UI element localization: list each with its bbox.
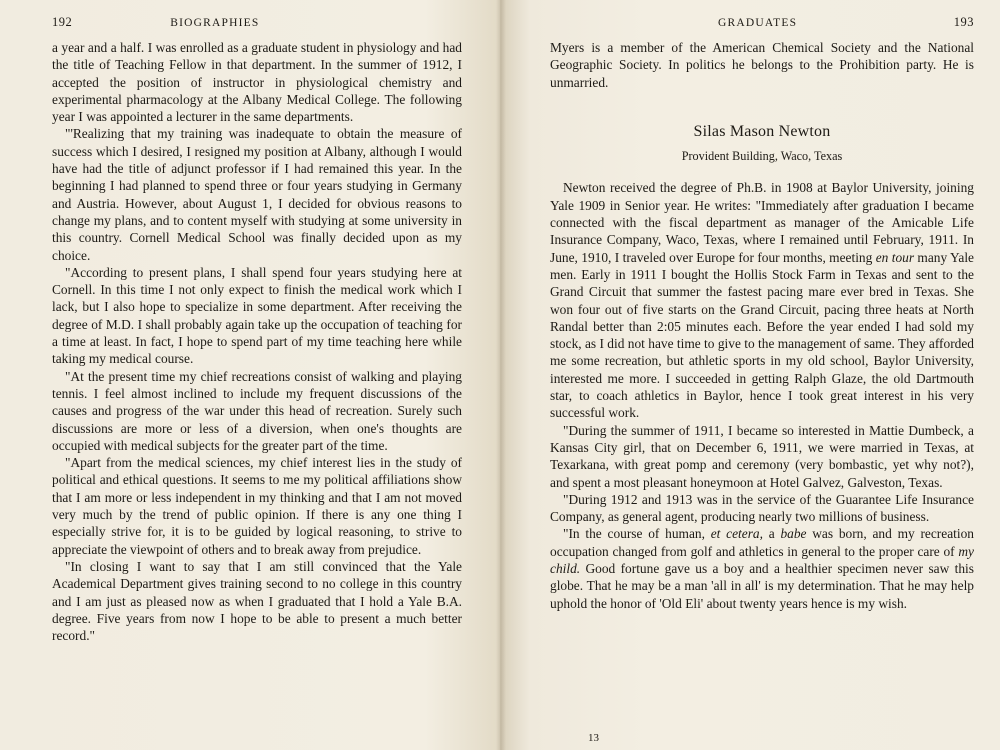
biography-address: Provident Building, Waco, Texas [681,149,843,164]
bio-paragraph [550,179,974,421]
left-paragraph: "In closing I want to say that I am still convinced that the Yale Academical Department gives training second to no college in this country and I am just as pleased now as when I graduated that I hold a Yale B.A. degree. Five years from now I hope to be able to present a much better record." [52,558,462,644]
left-running-title: BIOGRAPHIES [170,17,260,29]
bio-text: a [762,526,781,542]
right-running-head [550,14,974,38]
right-page [500,0,1000,750]
left-paragraph: "According to present plans, I shall spend four years studying here at Cornell. In this time I not only expect to finish the medical work which I lack, but I also hope to specialize in some department. After receiving the degree of M.D. I shall probably again take up the occupation of teaching for a time at least. In fact, I hope to spend part of my time teaching here while taking my medical course. [52,264,462,367]
signature-mark: 13 [588,732,599,744]
bio-text: "In the course of human, [563,526,711,542]
bio-text: Good fortune gave us a boy and a healthier specimen never saw this globe. That he may be a man 'all in all' is my determination. That he may help uphold the honor of 'Old Eli' about twenty years hence is my wish. [550,561,974,611]
right-body-text [550,39,974,612]
bio-text: many Yale men. Early in 1911 I bought the Hollis Stock Farm in Texas and sent to the Grand Circuit that summer the fastest pacing mare ever bred in Texas. She won four out of five starts on the Grand Circuit, pacing three heats at North Randal better than 2:05 minutes each. Before the year ended I had sold my stock, as I did not have time to give to the management of same. They afforded me some recreation, but athletic sports in my old school, Baylor University, interested me more. I succeeded in getting Ralph Glaze, the old Dartmouth star, to coach athletics in Baylor, hence I took great interest in his very successful work. [550,249,974,421]
bio-text-italic: my child. [550,543,974,577]
biography-name-heading: Silas Mason Newton [693,122,831,140]
bio-text-italic: en tour [875,249,915,265]
left-paragraph: "Apart from the medical sciences, my chief interest lies in the study of political and ethical questions. It seems to me my political affiliations show that I am more or less independent in my thinking and that I am not moved very much by the trend of public opinion. If there is any one thing I especially strive for, it is to be guided by logical reasoning, to strive to appreciate the viewpoint of others and to break away from prejudice. [52,455,462,557]
bio-paragraph [550,525,974,611]
intro-paragraph: Myers is a member of the American Chemical Society and the National Geographic Society. In politics he belongs to the Prohibition party. He is unmarried. [550,40,974,90]
right-running-title: GRADUATES [718,17,798,29]
left-running-head [52,14,462,38]
bio-text: Newton received the degree of Ph.B. in 1908 at Baylor University, joining Yale 1909 in Senior year. He writes: "Immediately after graduation I became connected with the fiscal department as manager of the Amicable Life Insurance Company, Waco, Texas, where I remained until February, 1911. In June, 1910, I traveled over Europe for four months, meeting [550,180,974,265]
left-paragraph: a year and a half. I was enrolled as a graduate student in physiology and had the title of Teaching Fellow in that department. In the summer of 1912, I accepted the position of instructor in physiological chemistry and experimental pharmacology at the Albany Medical College. The following year I was appointed a lecturer in the same departments. [52,40,462,125]
bio-text-italic: babe [780,526,807,542]
right-page-number: 193 [953,15,974,29]
left-page-number: 192 [52,15,73,29]
bio-text: was born, and my recreation occupation changed from golf and athletics in general to the proper care of [550,526,974,559]
bio-paragraph: "During the summer of 1911, I became so interested in Mattie Dumbeck, a Kansas City girl, that on December 6, 1911, we were married in Texas, at Texarkana, with great pomp and ceremony (very bombastic, yet why not?), and spent a most pleasant honeymoon at Hotel Galvez, Galveston, Texas. [550,422,974,490]
left-paragraph: "'Realizing that my training was inadequate to obtain the measure of success which I desired, I resigned my position at Albany, although I would have had the title of adjunct professor if I had remained this year. In the beginning I had planned to spend three or four years studying in Germany and Austria. However, about August 1, I decided for obvious reasons to change my plans, and to content myself with studying at some university in this country. Cornell Medical School was finally decided upon as my choice. [52,126,462,263]
left-paragraph: "At the present time my chief recreations consist of walking and playing tennis. I feel almost inclined to include my frequent discussions of the causes and progress of the war under this head of recreation. Surely such discussions are more or less of a diversion, when one's thoughts are occupied with medical subjects for the greater part of the time. [52,368,462,453]
bio-paragraph: "During 1912 and 1913 was in the service of the Guarantee Life Insurance Company, as general agent, producing nearly two millions of business. [550,491,974,525]
bio-text-italic: et cetera, [710,526,763,542]
left-body-text [52,39,462,644]
